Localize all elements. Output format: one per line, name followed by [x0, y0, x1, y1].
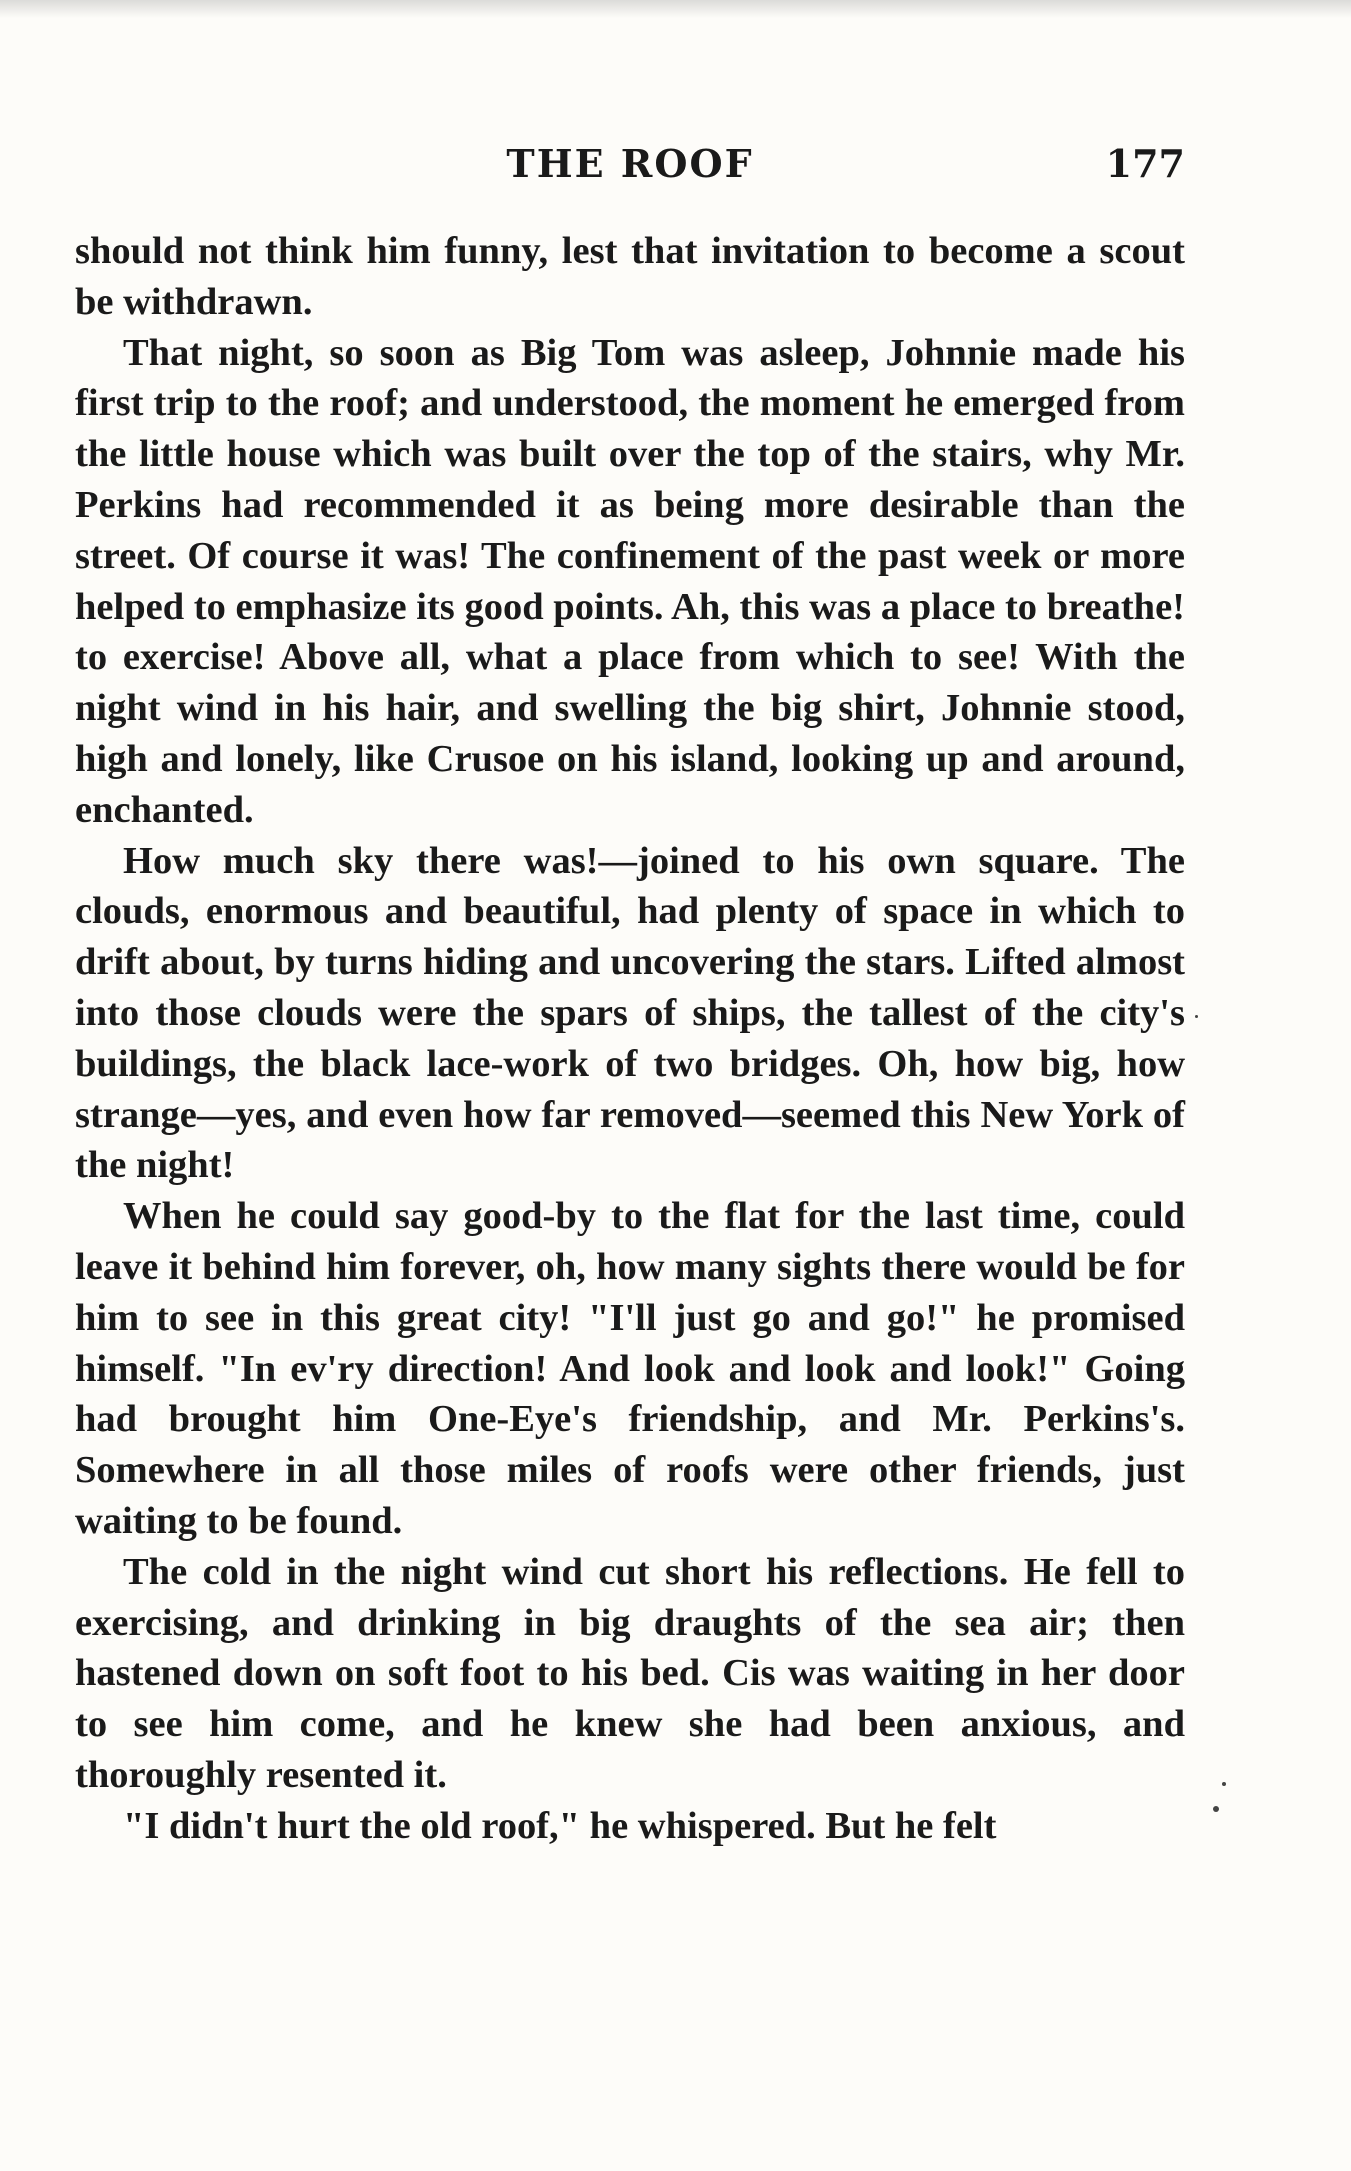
paragraph-continued: should not think him funny, lest that invitation to become a scout be withdrawn.: [75, 230, 1185, 323]
paragraph: The cold in the night wind cut short his reflections. He fell to exercising, and drinking in big draughts of the sea air; then hastened down on soft foot to his bed. Cis was waiting in her door to see him come, and he knew she had been anxious, and thoroughly resented it.: [75, 1550, 1185, 1796]
body-text: [75, 226, 1185, 1852]
page-number: 177: [1105, 141, 1185, 186]
ink-speck: [1222, 1782, 1226, 1786]
paragraph: How much sky there was!—joined to his own square. The clouds, enormous and beautiful, had plenty of space in which to drift about, by turns hiding and uncovering the stars. Lifted almost into those clouds were the spars of ships, the tallest of the city's buildings, the black lace-work of two bridges. Oh, how big, how strange—yes, and even how far removed—seemed this New York of the night!: [75, 839, 1185, 1187]
ink-speck: [1195, 1015, 1198, 1018]
paragraph: That night, so soon as Big Tom was asleep, Johnnie made his first trip to the roof; and understood, the moment he emerged from the little house which was built over the top of the stairs, why Mr. Perkins had recommended it as being more desirable than the street. Of course it was! The confinement of the past week or more helped to emphasize its good points. Ah, this was a place to breathe! to exercise! Above all, what a place from which to see! With the night wind in his hair, and swelling the big shirt, Johnnie stood, high and lonely, like Crusoe on his island, looking up and around, enchanted.: [75, 331, 1185, 831]
ink-speck: [1213, 1806, 1219, 1812]
running-head: THE ROOF: [506, 141, 754, 186]
page-header: [75, 140, 1185, 188]
scan-edge-shadow: [0, 0, 1351, 18]
paragraph: When he could say good-by to the flat for the last time, could leave it behind him forever, oh, how many sights there would be for him to see in this great city! "I'll just go and go!" he promised himself. "In ev'ry direction! And look and look and look!" Going had brought him One-Eye's friendship, and Mr. Perkins's. Somewhere in all those miles of roofs were other friends, just waiting to be found.: [75, 1195, 1185, 1542]
paragraph: "I didn't hurt the old roof," he whispered. But he felt: [123, 1804, 997, 1847]
